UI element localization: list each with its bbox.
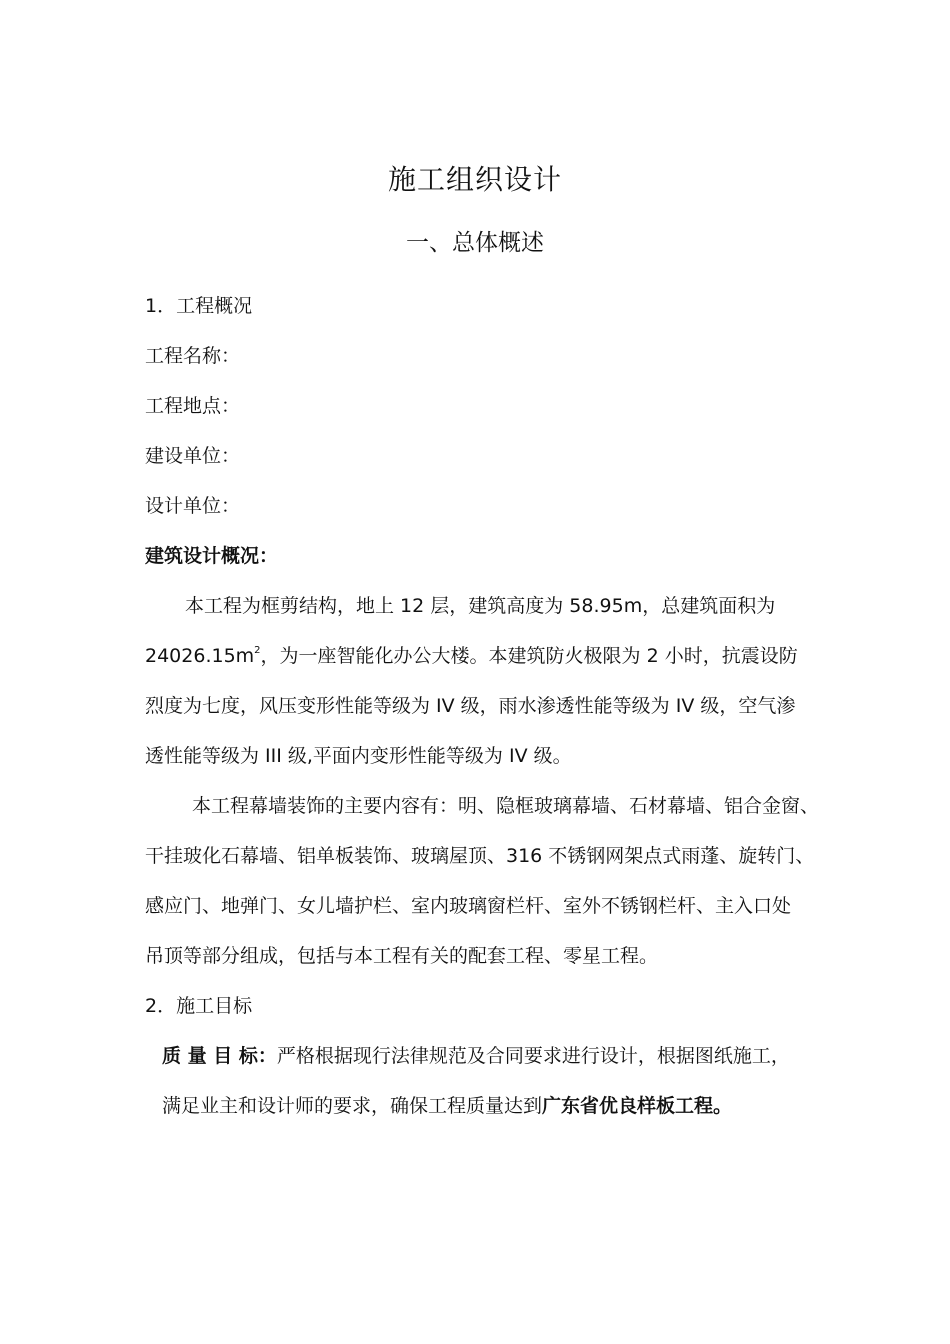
field-design-unit: 设计单位： [145,495,241,517]
document-title: 施工组织设计 [387,163,562,196]
subsection-heading-construction-goals: 2．施工目标 [145,995,253,1017]
para1-line3: 烈度为七度，风压变形性能等级为 IV 级，雨水渗透性能等级为 IV 级，空气渗 [145,695,796,717]
field-construction-unit: 建设单位： [145,445,241,467]
para2-line4: 吊顶等部分组成，包括与本工程有关的配套工程、零星工程。 [145,945,659,967]
quality-goal-text: 严格根据现行法律规范及合同要求进行设计，根据图纸施工， [276,1045,790,1067]
para1-line1: 本工程为框剪结构，地上 12 层，建筑高度为 58.95m，总建筑面积为 [185,595,776,617]
quality-goal-text2: 满足业主和设计师的要求，确保工程质量达到 [162,1095,543,1117]
para1-line4: 透性能等级为 III 级,平面内变形性能等级为 IV 级。 [145,745,572,767]
para1-line2-text: ，为一座智能化办公大楼。本建筑防火极限为 2 小时，抗震设防 [260,645,798,667]
para1-line2 [145,642,798,670]
area-unit-superscript: 2 [254,645,261,656]
para2-line2: 干挂玻化石幕墙、铝单板装饰、玻璃屋顶、316 不锈钢网架点式雨蓬、旋转门、 [145,845,815,867]
field-project-name: 工程名称： [145,345,241,367]
architectural-design-heading: 建筑设计概况： [145,545,279,567]
quality-goal-label: 质 量 目 标： [162,1045,277,1067]
quality-goal-line1 [162,1042,790,1070]
section-heading: 一、总体概述 [406,230,544,256]
field-project-location: 工程地点： [145,395,241,417]
para2-line1: 本工程幕墙装饰的主要内容有：明、隐框玻璃幕墙、石材幕墙、铝合金窗、 [192,795,820,817]
para2-line3: 感应门、地弹门、女儿墙护栏、室内玻璃窗栏杆、室外不锈钢栏杆、主入口处 [145,895,792,917]
quality-goal-line2 [162,1092,732,1120]
quality-goal-target: 广东省优良样板工程。 [542,1095,733,1117]
area-value: 24026.15m [145,645,255,667]
subsection-heading-project-overview: 1．工程概况 [145,295,253,317]
